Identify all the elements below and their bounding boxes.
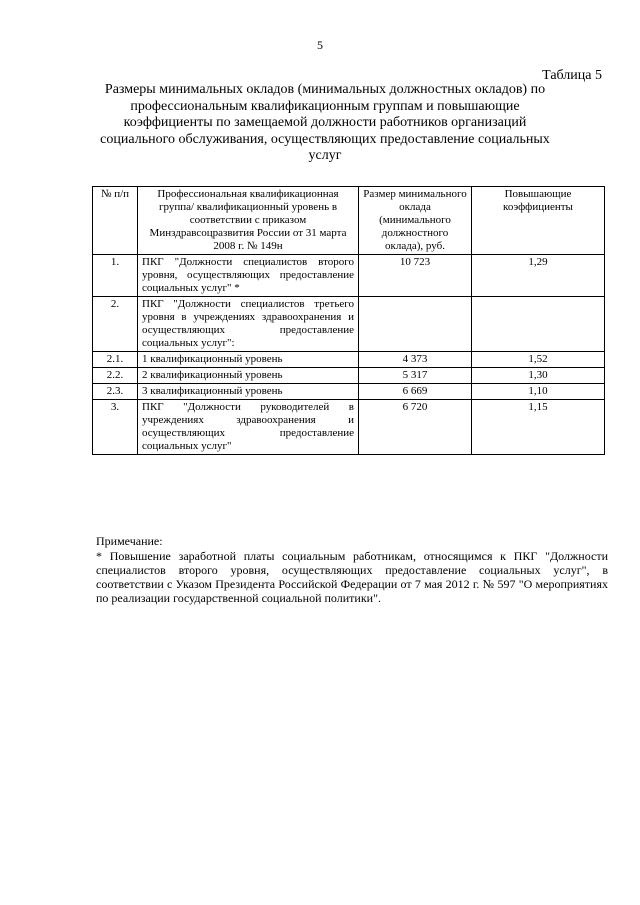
header-num: № п/п — [93, 187, 138, 255]
cell-salary: 5 317 — [359, 368, 472, 384]
cell-coef: 1,10 — [472, 384, 605, 400]
cell-group: 1 квалификационный уровень — [138, 352, 359, 368]
cell-num: 3. — [93, 400, 138, 455]
table-label: Таблица 5 — [542, 68, 602, 83]
cell-coef — [472, 297, 605, 352]
cell-num: 1. — [93, 255, 138, 297]
cell-salary: 4 373 — [359, 352, 472, 368]
cell-num: 2. — [93, 297, 138, 352]
cell-coef: 1,52 — [472, 352, 605, 368]
cell-salary — [359, 297, 472, 352]
table-row — [93, 384, 605, 400]
header-coef: Повышающие коэффициенты — [472, 187, 605, 255]
cell-group: 3 квалификационный уровень — [138, 384, 359, 400]
cell-coef: 1,15 — [472, 400, 605, 455]
cell-group: 2 квалификационный уровень — [138, 368, 359, 384]
cell-group: ПКГ "Должности специалистов второго уровня, осуществляющих предоставление социальных услуг" * — [138, 255, 359, 297]
salary-table — [92, 186, 605, 455]
table-row — [93, 368, 605, 384]
header-salary: Размер минимального оклада (минимального должностного оклада), руб. — [359, 187, 472, 255]
cell-coef: 1,29 — [472, 255, 605, 297]
header-group: Профессиональная квалификационная группа/ квалификационный уровень в соответствии с приказом Минздравсоцразвития России от 31 марта 2008 г. № 149н — [138, 187, 359, 255]
page-number: 5 — [317, 38, 323, 52]
cell-group: ПКГ "Должности руководителей в учреждениях здравоохранения и осуществляющих предоставление социальных услуг" — [138, 400, 359, 455]
cell-salary: 10 723 — [359, 255, 472, 297]
note-title: Примечание: — [96, 534, 163, 548]
note-text: * Повышение заработной платы социальным работникам, относящимся к ПКГ "Должности специалистов второго уровня, осуществляющих предоставление социальных услуг", в соответствии с Указом Президента Российской Федерации от 7 мая 2012 г. № 597 "О мероприятиях по реализации государственной социальной политики". — [96, 549, 608, 605]
table-row — [93, 352, 605, 368]
cell-num: 2.1. — [93, 352, 138, 368]
table-row — [93, 297, 605, 352]
table-row — [93, 255, 605, 297]
cell-group: ПКГ "Должности специалистов третьего уровня в учреждениях здравоохранения и осуществляющих предоставление социальных услуг": — [138, 297, 359, 352]
table-row — [93, 400, 605, 455]
table-title: Размеры минимальных окладов (минимальных должностных окладов) по профессиональным квалификационным группам и повышающие коэффициенты по замещаемой должности работников организаций социального обслуживания, осуществляющих предоставление социальных услуг — [100, 82, 550, 163]
cell-num: 2.2. — [93, 368, 138, 384]
cell-coef: 1,30 — [472, 368, 605, 384]
cell-salary: 6 720 — [359, 400, 472, 455]
cell-salary: 6 669 — [359, 384, 472, 400]
table-header-row — [93, 187, 605, 255]
cell-num: 2.3. — [93, 384, 138, 400]
